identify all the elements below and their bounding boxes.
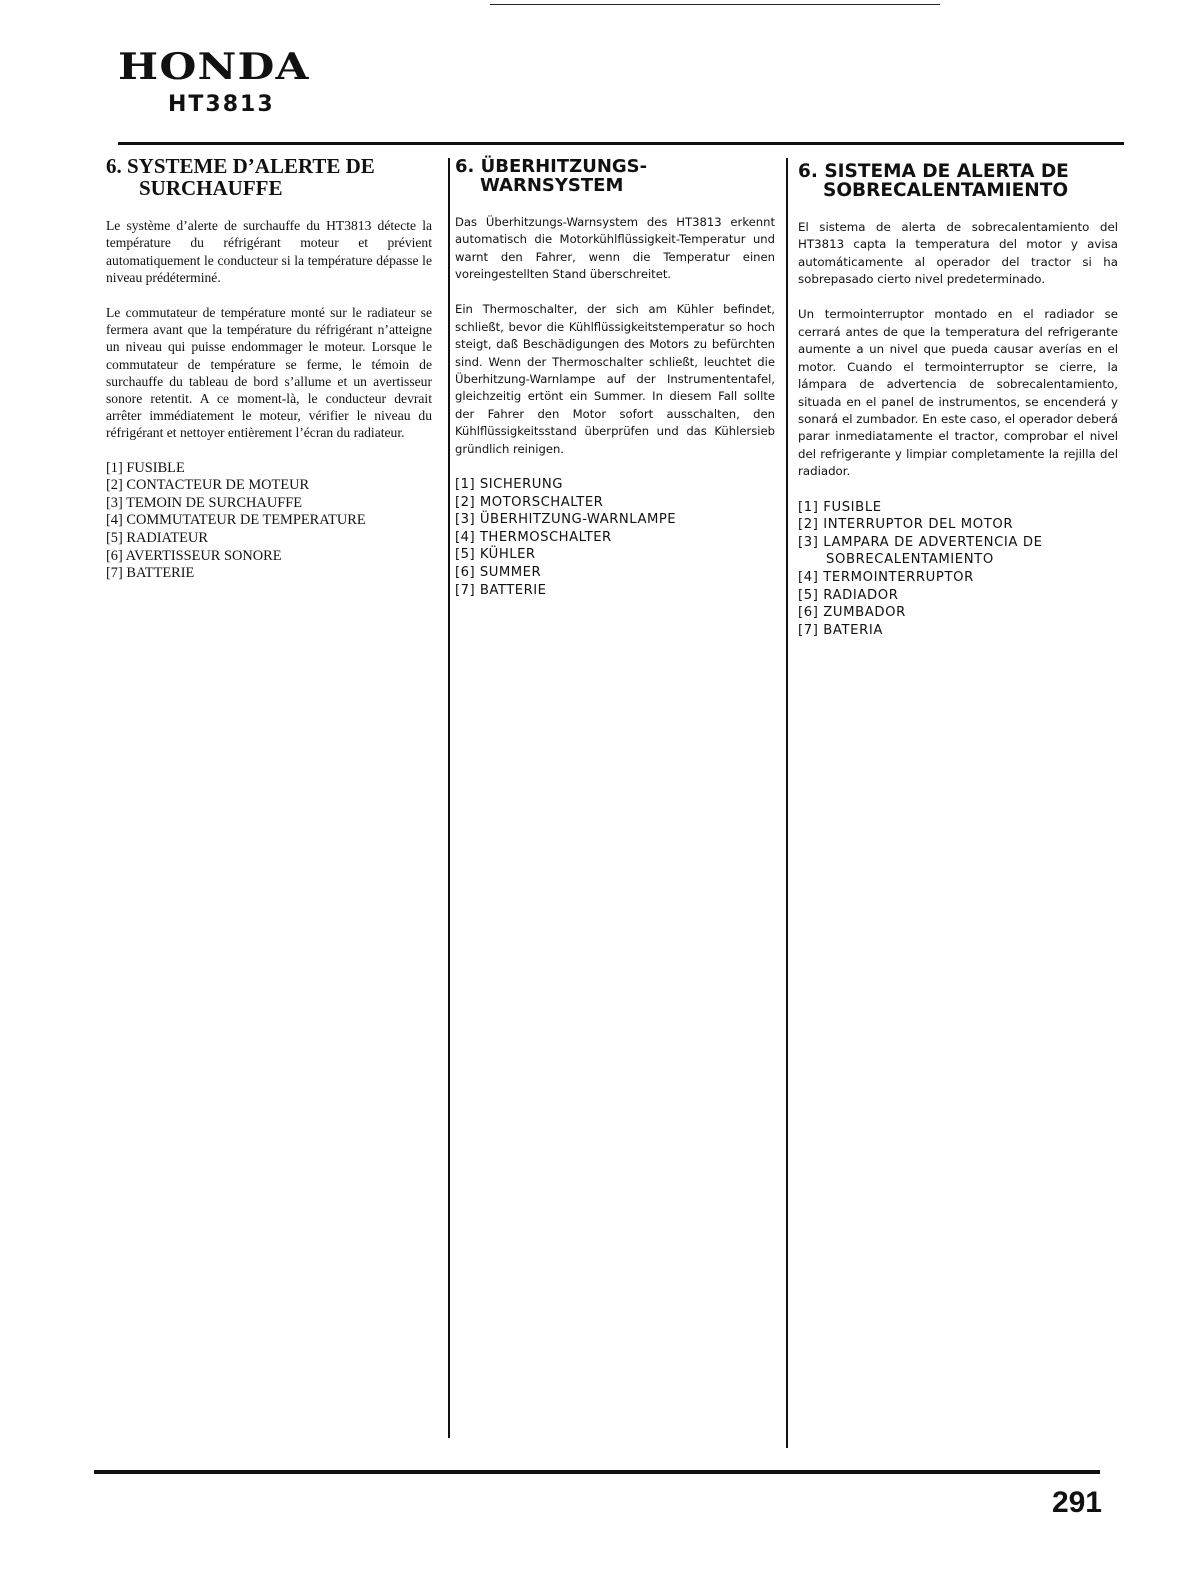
section-title: [106, 155, 432, 199]
section-title-line2: SOBRECALENTAMIENTO: [823, 180, 1069, 202]
section-title-line1: 6. SISTEMA DE ALERTA DE: [798, 161, 1069, 182]
list-item: [1] FUSIBLE: [798, 499, 882, 515]
list-item: [6] SUMMER: [455, 565, 542, 581]
parts-list: [798, 499, 1118, 640]
parts-list: [106, 460, 432, 583]
column-divider-right: [786, 158, 788, 1448]
parts-list: [455, 476, 775, 599]
list-item: [2] INTERRUPTOR DEL MOTOR: [798, 517, 1014, 533]
list-item: [4] TERMOINTERRUPTOR: [798, 569, 974, 585]
top-rule: [490, 4, 940, 5]
footer-rule: [94, 1470, 1100, 1474]
section-title-line2: WARNSYSTEM: [480, 174, 624, 196]
list-item: [5] KÜHLER: [455, 547, 536, 563]
brand-logo: HONDA: [118, 46, 310, 88]
list-item: [3] LAMPARA DE ADVERTENCIA DE SOBRECALENTAMIENTO: [798, 534, 1043, 568]
list-item: [2] MOTORSCHALTER: [455, 494, 604, 510]
list-item: [6] ZUMBADOR: [798, 605, 906, 621]
section-title-line1: 6. ÜBERHITZUNGS-: [455, 156, 648, 177]
list-item: [1] FUSIBLE: [106, 459, 185, 476]
column-french: [106, 155, 432, 583]
list-item: [4] COMMUTATEUR DE TEMPERATURE: [106, 512, 366, 529]
list-item: [1] SICHERUNG: [455, 477, 563, 493]
paragraph-intro: Das Überhitzungs-Warnsystem des HT3813 erkennt automatisch die Motorkühlflüssigkeit-Temperatur und warnt den Fahrer, wenn die Temperatur einen voreingestellten Stand überschreitet.: [455, 214, 775, 281]
page-number: 291: [1051, 1486, 1102, 1519]
model-number: HT3813: [168, 92, 275, 117]
list-item: [6] AVERTISSEUR SONORE: [106, 547, 282, 564]
paragraph-intro: Le système d’alerte de surchauffe du HT3813 détecte la température du réfrigérant moteur et prévient automatiquement le conducteur si la température dépasse le niveau prédéterminé.: [106, 218, 432, 285]
column-german: [455, 155, 775, 599]
list-item: [3] ÜBERHITZUNG-WARNLAMPE: [455, 512, 677, 528]
list-item: [7] BATERIA: [798, 622, 883, 638]
paragraph-detail: Ein Thermoschalter, der sich am Kühler befindet, schließt, bevor die Kühlflüssigkeitstemperatur so hoch steigt, daß Beschädigungen des Motors zu befürchten sind. Wenn der Thermoschalter schließt, leuchtet die Überhitzung-Warnlampe auf der Instrumententafel, gleichzeitig ertönt ein Summer. In diesem Fall sollte der Fahrer den Motor sofort ausschalten, den Kühlflüssigkeitsstand überprüfen und das Kühlersieb gründlich reinigen.: [455, 302, 775, 456]
paragraph-detail: Un termointerruptor montado en el radiador se cerrará antes de que la temperatura del refrigerante aumente a un nivel que pueda causar averías en el motor. Cuando el termointerruptor se cierre, la lámpara de advertencia de sobrecalentamiento, situada en el panel de instrumentos, se encenderá y sonará el zumbador. En este caso, el operador deberá parar inmediatamente el tractor, comprobar el nivel del refrigerante y limpiar completamente la rejilla del radiador.: [798, 307, 1118, 479]
list-item: [5] RADIADOR: [798, 587, 899, 603]
section-title: [455, 158, 775, 196]
header-rule: [118, 142, 1124, 145]
list-item: [7] BATTERIE: [455, 582, 547, 598]
list-item: [3] TEMOIN DE SURCHAUFFE: [106, 494, 303, 511]
list-item: [7] BATTERIE: [106, 565, 195, 582]
section-title-line2: SURCHAUFFE: [139, 176, 283, 201]
paragraph-detail: Le commutateur de température monté sur le radiateur se fermera avant que la température du réfrigérant n’atteigne un niveau qui puisse endommager le moteur. Lorsque le commutateur de température se ferme, le témoin de surchauffe du tableau de bord s’allume et un avertisseur sonore retentit. A ce moment-là, le conducteur devrait arrêter immédiatement le moteur, vérifier le niveau du réfrigérant et nettoyer entièrement l’écran du radiateur.: [106, 304, 432, 441]
section-title: [798, 162, 1118, 201]
list-item: [4] THERMOSCHALTER: [455, 529, 612, 545]
section-title-line1: 6. SYSTEME D’ALERTE DE: [106, 154, 375, 178]
paragraph-intro: El sistema de alerta de sobrecalentamiento del HT3813 capta la temperatura del motor y avisa automáticamente al operador del tractor si ha sobrepasado cierto nivel predeterminado.: [798, 219, 1118, 287]
list-item: [5] RADIATEUR: [106, 529, 208, 546]
column-spanish: [798, 155, 1118, 639]
column-divider-left: [448, 158, 450, 1438]
list-item: [2] CONTACTEUR DE MOTEUR: [106, 477, 310, 494]
